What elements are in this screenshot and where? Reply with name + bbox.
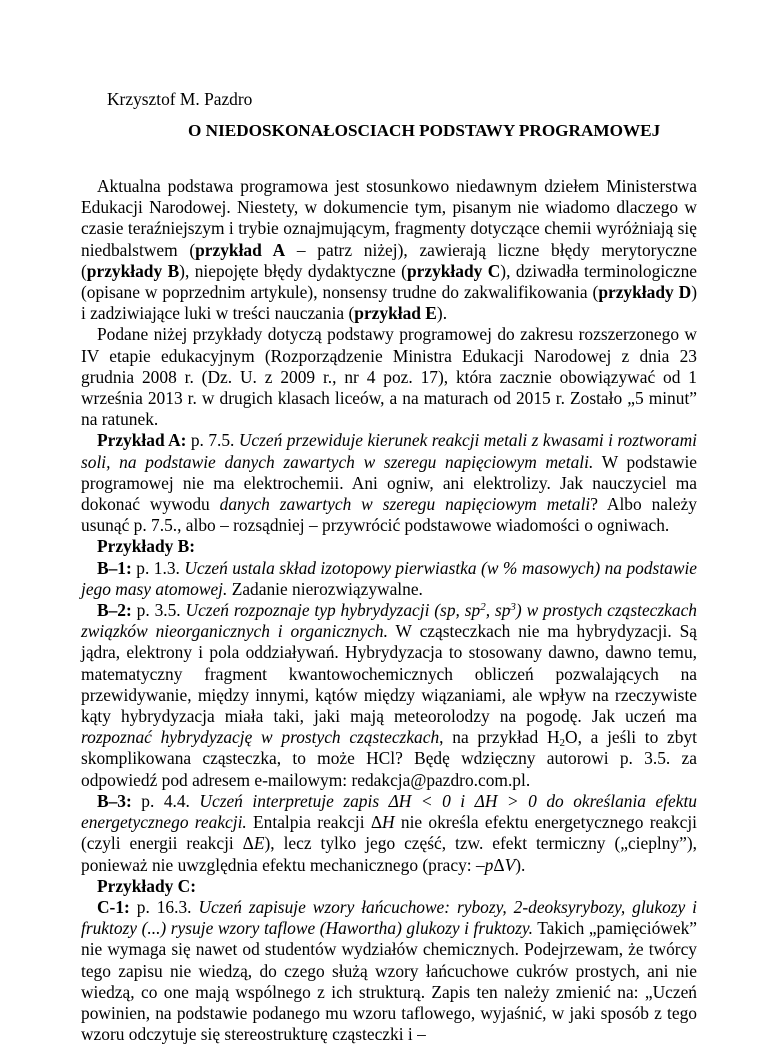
example-a-paragraph: Przykład A: p. 7.5. Uczeń przewiduje kierunek reakcji metali z kwasami i roztworami soli, na podstawie danych zawartych w szeregu napięciowym metali. W podstawie programowej nie ma elektrochemii. Ani ogniw, ani elektrolizy. Jak nauczyciel ma dokonać wywodu danych zawartych w szeregu napięciowym metali? Albo należy usunąć p. 7.5., albo – rozsądniej – przywrócić podstawowe wiadomości o ogniwach. xyxy=(81,430,697,536)
ref-examples-c: przykłady C xyxy=(406,260,501,281)
author-name: Krzysztof M. Pazdro xyxy=(107,89,253,109)
examples-b-heading: Przykłady B: xyxy=(97,536,196,557)
example-b2-label: B–2: xyxy=(97,600,132,621)
examples-c-heading: Przykłady C: xyxy=(97,875,197,896)
scope-paragraph: Podane niżej przykłady dotyczą podstawy programowej do zakresu rozszerzonego w IV etapie edukacyjnym (Rozporządzenie Ministra Edukacji Narodowej z dnia 23 grudnia 2008 r. (Dz. U. z 2009 r., nr 4 poz. 17), która zacznie obowiązywać od 1 września 2013 r. w drugich klasach liceów, a na maturach od 2015 r. Zostało „5 minut” na ratunek. xyxy=(81,324,697,430)
example-a-label: Przykład A: xyxy=(97,430,187,451)
ref-example-e: przykład E xyxy=(354,303,437,324)
intro-paragraph: Aktualna podstawa programowa jest stosunkowo niedawnym dziełem Ministerstwa Edukacji Narodowej. Niestety, w dokumencie tym, pisanym nie wiadomo dlaczego w czasie teraźniejszym i trybie oznajmującym, fragmenty dotyczące chemii wyróżniają się niedbalstwem (przykład A – patrz niżej), zawierają liczne błędy merytoryczne (przykłady B), niepojęte błędy dydaktyczne (przykłady C), dziwadła terminologiczne (opisane w poprzednim artykule), nonsensy trudne do zakwalifikowania (przykłady D) i zadziwiające luki w treści nauczania (przykład E). xyxy=(81,176,698,324)
example-c1-paragraph: C-1: p. 16.3. Uczeń zapisuje wzory łańcuchowe: rybozy, 2-deoksyrybozy, glukozy i fruktozy (...) rysuje wzory taflowe (Hawortha) glukozy i fruktozy. Takich „pamięciówek” nie wymaga się nawet od studentów wydziałów chemicznych. Podejrzewam, że twórcy tego zapisu nie wiedzą, do czego służą wzory łańcuchowe cukrów prostych, ani nie wiedzą, co one mają wspólnego z ich strukturą. Zapis ten należy zmienić na: „Uczeń powinien, na podstawie podanego mu wzoru taflowego, wyjaśnić, w jaki sposób z tego wzoru odczytuje się stereostrukturę cząsteczki i – xyxy=(81,896,698,1045)
curriculum-quote: Uczeń interpretuje zapis ΔH < 0 i ΔH > 0 do określania efektu energetycznego reakcji. xyxy=(81,790,697,833)
example-b1-paragraph: B–1: p. 1.3. Uczeń ustala skład izotopowy pierwiastka (w % masowych) na podstawie jego masy atomowej. Zadanie nierozwiązywalne. xyxy=(81,557,697,599)
curriculum-quote: Uczeń zapisuje wzory łańcuchowe: rybozy, 2-deoksyrybozy, glukozy i fruktozy (...) rysuje wzory taflowe (Hawortha) glukozy i fruktozy. xyxy=(81,896,698,939)
article-title: O NIEDOSKONAŁOSCIACH PODSTAWY PROGRAMOWEJ xyxy=(188,121,661,140)
example-b2-paragraph: B–2: p. 3.5. Uczeń rozpoznaje typ hybrydyzacji (sp, $sp^2$, $sp^3$) w prostych cząsteczkach związków nieorganicznych i organicznych. W cząsteczkach nie ma hybrydyzacji. Są jądra, elektrony i pola oddziaływań. Hybrydyzacja to stosowany dawno, dawno temu, matematyczny fragment kwantowochemicznych obliczeń pozwalających na przewidywanie, między innymi, kątów między wiązaniami, ale wpływ na rzeczywiste kąty hybrydyzacja miała taki, jaki mają meteorolodzy na pogodę. Jak uczeń ma rozpoznać hybrydyzację w prostych cząsteczkach, na przykład $H_2O$, a jeśli to zbyt skomplikowana cząsteczka, to może HCl? Będę wdzięczny autorowi p. 3.5. za odpowiedź pod adresem e-mailowym: redakcja@pazdro.com.pl. xyxy=(81,600,697,790)
curriculum-quote: Uczeń ustala skład izotopowy pierwiastka (w % masowych) na podstawie jego masy atomowej. xyxy=(81,557,697,599)
example-b3-paragraph: B–3: p. 4.4. Uczeń interpretuje zapis ΔH < 0 i ΔH > 0 do określania efektu energetycznego reakcji. Entalpia reakcji ΔH nie określa efektu energetycznego reakcji (czyli energii reakcji ΔE), lecz tylko jego część, tzw. efekt termiczny („cieplny”), ponieważ nie uwzględnia efektu mechanicznego (pracy: –pΔV). xyxy=(81,790,697,875)
example-c1-label: C-1: xyxy=(97,896,130,917)
ref-examples-b: przykłady B xyxy=(86,260,180,281)
example-b1-label: B–1: xyxy=(97,557,132,578)
ref-examples-d: przykłady D xyxy=(598,282,692,303)
ref-example-a: przykład A xyxy=(195,239,286,260)
example-b3-label: B–3: xyxy=(97,790,132,811)
curriculum-quote: Uczeń przewiduje kierunek reakcji metali z kwasami i roztworami soli, na podstawie danych zawartych w szeregu napięciowym metali. xyxy=(81,430,697,472)
curriculum-quote: Uczeń rozpoznaje typ hybrydyzacji (sp, $sp^2$, $sp^3$) w prostych cząsteczkach związków nieorganicznych i organicznych. xyxy=(81,600,697,642)
article-body xyxy=(81,176,697,1045)
